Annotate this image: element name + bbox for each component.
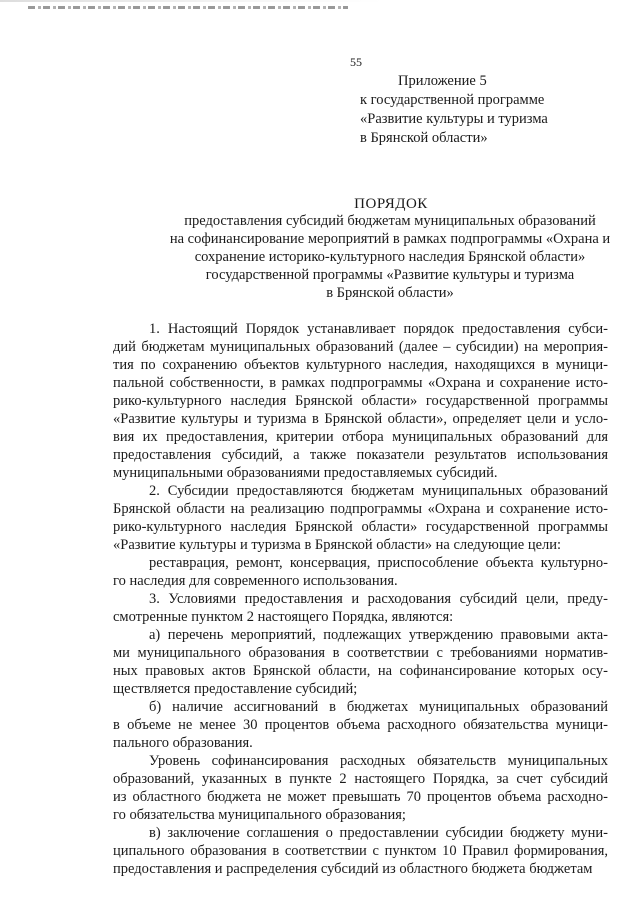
paragraph-line: предоставления и распределения субсидий из областного бюджета бюджетам [113,861,593,877]
paragraph-line: дий бюджетам муниципальных образований (далее – субсидии) на мероприя- [113,339,608,355]
paragraph-line: смотренные пунктом 2 настоящего Порядка, являются: [113,609,454,625]
paragraph-line: 2. Субсидии предоставляются бюджетам муниципальных образований [149,483,608,499]
appendix-line: Приложение 5 [398,73,487,89]
paragraph-line: а) перечень мероприятий, подлежащих утверждению правовыми акта- [149,627,608,643]
paragraph-line: ществляется предоставление субсидий; [113,681,358,697]
paragraph-line: ми муниципального образования в соответствии с требованиями норматив- [113,645,608,661]
paragraph-line: б) наличие ассигнований в бюджетах муниципальных образований [149,699,608,715]
paragraph-line: «Развитие культуры и туризма в Брянской области» на следующие цели: [113,537,562,553]
paragraph-line: рико-культурного наследия Брянской области» государственной программы [113,393,608,409]
paragraph-line: 3. Условиями предоставления и расходования субсидий цели, преду- [149,591,608,607]
paragraph-line: го наследия для современного использования. [113,573,398,589]
paragraph-line: в) заключение соглашения о предоставлении субсидии бюджету муни- [149,825,608,841]
paragraph-line: вия их предоставления, критерии отбора муниципальных образований для [113,429,608,445]
paragraph-line: ципального образования в соответствии с пунктом 10 Правил формирования, [113,843,608,859]
paragraph-line: реставрация, ремонт, консервация, приспособление объекта культурно- [149,555,608,571]
paragraph [113,590,608,626]
subtitle-line: государственной программы «Развитие культуры и туризма [205,267,575,283]
paragraph-line: Уровень софинансирования расходных обязательств муниципальных [149,753,608,769]
paragraph [113,320,608,482]
paragraph-line: из областного бюджета не может превышать 70 процентов объема расходно- [113,789,608,805]
paragraph-line: ных правовых актов Брянской области, на софинансирование которых осу- [113,663,608,679]
subtitle-line: предоставления субсидий бюджетам муниципальных образований [184,213,596,229]
scan-artifact-top [0,0,640,2]
paragraph [113,698,608,752]
subtitle-line: сохранение историко-культурного наследия Брянской области» [194,249,586,265]
paragraph [113,482,608,554]
appendix-line: «Развитие культуры и туризма [360,111,548,127]
paragraph-line: тия по сохранению объектов культурного наследия, находящихся в муници- [113,357,608,373]
paragraph-line: го обязательства муниципального образования; [113,807,406,823]
scan-artifact-stripe [28,6,348,9]
paragraph [113,554,608,590]
document-subtitle [140,212,640,302]
paragraph-line: пальной собственности, в рамках подпрограммы «Охрана и сохранение исто- [113,375,608,391]
appendix-line: в Брянской области» [360,130,488,146]
paragraph-line: 1. Настоящий Порядок устанавливает порядок предоставления субси- [149,321,608,337]
paragraph-line: муниципальными образованиями предоставляемых субсидий. [113,465,498,481]
paragraph [113,752,608,824]
paragraph-line: предоставления субсидий, а также показатели результатов использования [113,447,608,463]
paragraph [113,824,608,878]
page-number: 55 [350,55,362,69]
appendix-block [360,72,630,148]
paragraph [113,626,608,698]
document-body [113,320,608,878]
paragraph-line: рико-культурного наследия Брянской области» государственной программы [113,519,608,535]
subtitle-line: в Брянской области» [326,285,454,301]
document-title: ПОРЯДОК [354,196,428,212]
paragraph-line: «Развитие культуры и туризма в Брянской области», определяет цели и усло- [113,411,608,427]
paragraph-line: в объеме не менее 30 процентов объема расходного обязательства муници- [113,717,608,733]
paragraph-line: пального образования. [113,735,253,751]
subtitle-line: на софинансирование мероприятий в рамках подпрограммы «Охрана и [169,231,611,247]
paragraph-line: Брянской области на реализацию подпрограммы «Охрана и сохранение исто- [113,501,608,517]
paragraph-line: образований, указанных в пункте 2 настоящего Порядка, за счет субсидий [113,771,608,787]
appendix-line: к государственной программе [360,92,545,108]
